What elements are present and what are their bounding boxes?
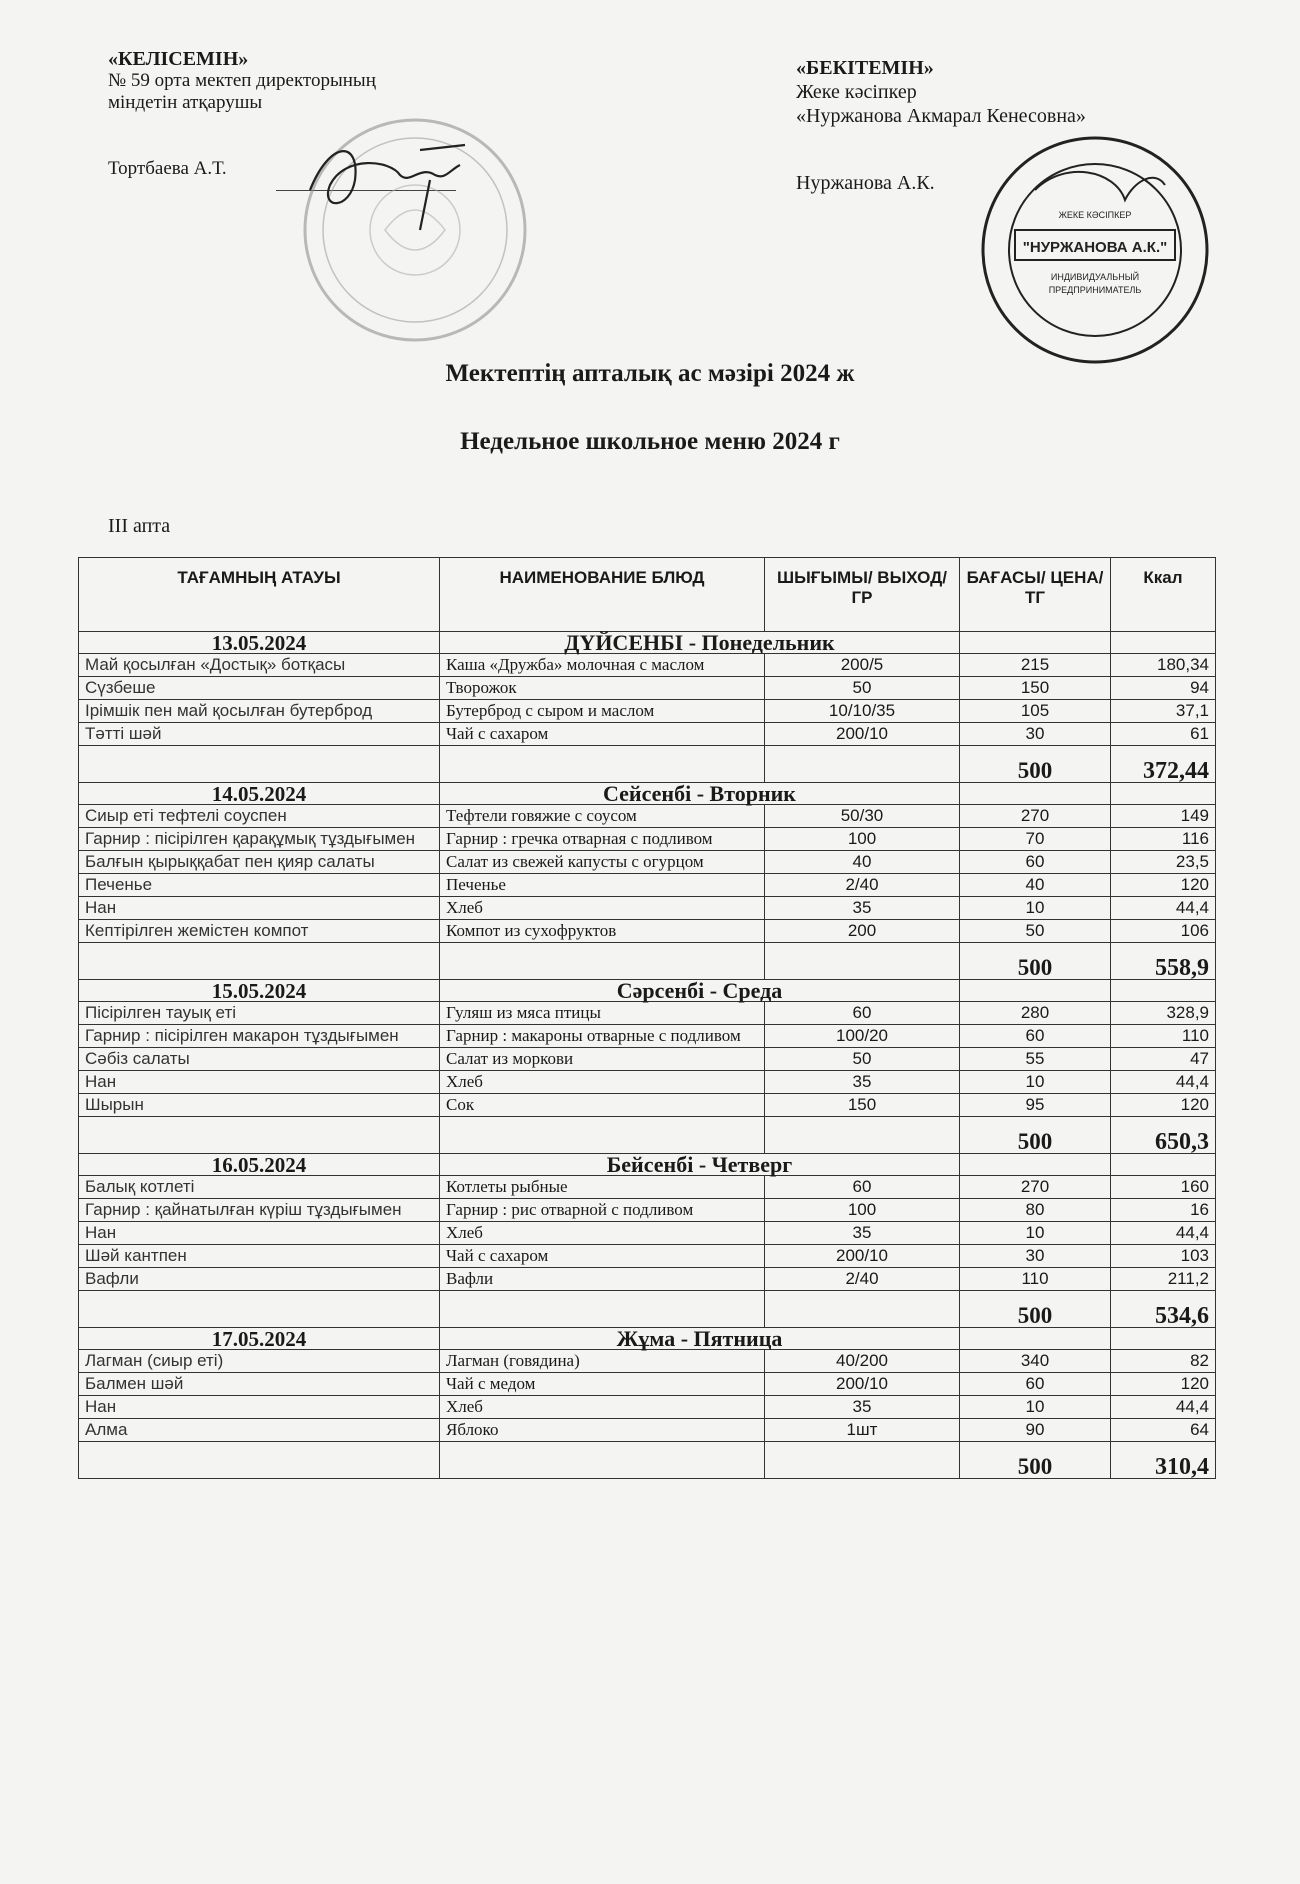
total-kcal: 310,4 xyxy=(1111,1442,1216,1479)
approval-line2-right: «Нуржанова Акмарал Кенесовна» xyxy=(796,105,1086,127)
dish-portion: 100/20 xyxy=(765,1025,960,1048)
dish-kcal: 110 xyxy=(1111,1025,1216,1048)
dish-kcal: 44,4 xyxy=(1111,1071,1216,1094)
total-empty-cell xyxy=(79,943,440,980)
dish-name-kz: Балғын қырыққабат пен қияр салаты xyxy=(79,851,440,874)
title-kazakh: Мектептің апталық ас мәзірі 2024 ж xyxy=(445,360,855,387)
day-empty-cell xyxy=(1111,783,1216,805)
dish-price: 280 xyxy=(960,1002,1111,1025)
entrepreneur-name: Нуржанова А.К. xyxy=(796,172,935,194)
table-row xyxy=(79,1222,1216,1245)
day-empty-cell xyxy=(960,1328,1111,1350)
stamp-center-text: "НУРЖАНОВА А.К." xyxy=(1022,239,1168,256)
dish-kcal: 120 xyxy=(1111,1373,1216,1396)
total-empty-cell xyxy=(440,1117,765,1154)
table-row xyxy=(79,874,1216,897)
stamp-sub2-text: ПРЕДПРИНИМАТЕЛЬ xyxy=(1048,285,1142,295)
total-price: 500 xyxy=(960,1291,1111,1328)
dish-price: 60 xyxy=(960,851,1111,874)
dish-name-kz: Печенье xyxy=(79,874,440,897)
dish-price: 215 xyxy=(960,654,1111,677)
dish-name-ru: Лагман (говядина) xyxy=(440,1350,765,1373)
dish-portion: 35 xyxy=(765,897,960,920)
dish-portion: 100 xyxy=(765,828,960,851)
day-name: ДҮЙСЕНБІ - Понедельник xyxy=(440,632,960,654)
dish-portion: 50 xyxy=(765,677,960,700)
dish-kcal: 23,5 xyxy=(1111,851,1216,874)
dish-name-kz: Балмен шәй xyxy=(79,1373,440,1396)
dish-name-kz: Пісірілген тауық еті xyxy=(79,1002,440,1025)
table-row xyxy=(79,1268,1216,1291)
dish-name-ru: Гарнир : макароны отварные с подливом xyxy=(440,1025,765,1048)
director-name: Тортбаева А.Т. xyxy=(108,158,227,179)
signature-left-icon xyxy=(300,130,480,240)
dish-kcal: 44,4 xyxy=(1111,1396,1216,1419)
dish-kcal: 106 xyxy=(1111,920,1216,943)
dish-portion: 35 xyxy=(765,1396,960,1419)
dish-price: 50 xyxy=(960,920,1111,943)
dish-kcal: 103 xyxy=(1111,1245,1216,1268)
day-date: 13.05.2024 xyxy=(79,632,440,654)
dish-name-kz: Кептірілген жемістен компот xyxy=(79,920,440,943)
dish-price: 340 xyxy=(960,1350,1111,1373)
approval-block-right xyxy=(796,56,1086,194)
dish-portion: 35 xyxy=(765,1222,960,1245)
dish-kcal: 16 xyxy=(1111,1199,1216,1222)
dish-kcal: 37,1 xyxy=(1111,700,1216,723)
day-date: 17.05.2024 xyxy=(79,1328,440,1350)
total-kcal: 558,9 xyxy=(1111,943,1216,980)
dish-kcal: 47 xyxy=(1111,1048,1216,1071)
dish-name-ru: Салат из свежей капусты с огурцом xyxy=(440,851,765,874)
approval-heading-left: «КЕЛІСЕМІН» xyxy=(108,48,249,70)
day-total-row xyxy=(79,1442,1216,1479)
approval-heading-right: «БЕКІТЕМІН» xyxy=(796,57,934,79)
dish-kcal: 44,4 xyxy=(1111,1222,1216,1245)
table-row xyxy=(79,1048,1216,1071)
dish-kcal: 328,9 xyxy=(1111,1002,1216,1025)
day-date: 16.05.2024 xyxy=(79,1154,440,1176)
table-row xyxy=(79,1350,1216,1373)
dish-name-kz: Лагман (сиыр еті) xyxy=(79,1350,440,1373)
day-header-row xyxy=(79,1154,1216,1176)
dish-name-ru: Хлеб xyxy=(440,1071,765,1094)
day-name: Сәрсенбі - Среда xyxy=(440,980,960,1002)
total-empty-cell xyxy=(79,746,440,783)
dish-name-kz: Ірімшік пен май қосылған бутерброд xyxy=(79,700,440,723)
table-row xyxy=(79,700,1216,723)
header-kz: ТАҒАМНЫҢ АТАУЫ xyxy=(79,558,440,632)
table-row xyxy=(79,1419,1216,1442)
table-row xyxy=(79,1176,1216,1199)
dish-price: 270 xyxy=(960,1176,1111,1199)
dish-portion: 60 xyxy=(765,1176,960,1199)
dish-kcal: 61 xyxy=(1111,723,1216,746)
dish-name-ru: Салат из моркови xyxy=(440,1048,765,1071)
dish-name-ru: Гарнир : гречка отварная с подливом xyxy=(440,828,765,851)
dish-name-ru: Яблоко xyxy=(440,1419,765,1442)
total-kcal: 534,6 xyxy=(1111,1291,1216,1328)
dish-name-kz: Сәбіз салаты xyxy=(79,1048,440,1071)
day-total-row xyxy=(79,1117,1216,1154)
dish-name-kz: Гарнир : пісірілген макарон тұздығымен xyxy=(79,1025,440,1048)
dish-name-kz: Шырын xyxy=(79,1094,440,1117)
dish-portion: 60 xyxy=(765,1002,960,1025)
dish-name-ru: Хлеб xyxy=(440,897,765,920)
dish-name-kz: Гарнир : пісірілген қарақұмық тұздығымен xyxy=(79,828,440,851)
dish-price: 80 xyxy=(960,1199,1111,1222)
dish-name-kz: Шәй кантпен xyxy=(79,1245,440,1268)
title-russian: Недельное школьное меню 2024 г xyxy=(460,428,840,455)
dish-portion: 50/30 xyxy=(765,805,960,828)
dish-kcal: 116 xyxy=(1111,828,1216,851)
day-header-row xyxy=(79,783,1216,805)
dish-portion: 200/10 xyxy=(765,1373,960,1396)
dish-portion: 2/40 xyxy=(765,874,960,897)
dish-price: 10 xyxy=(960,897,1111,920)
dish-price: 105 xyxy=(960,700,1111,723)
dish-price: 30 xyxy=(960,1245,1111,1268)
week-label: III апта xyxy=(108,515,171,537)
total-price: 500 xyxy=(960,1117,1111,1154)
table-row xyxy=(79,654,1216,677)
header-ru: НАИМЕНОВАНИЕ БЛЮД xyxy=(440,558,765,632)
dish-portion: 200/10 xyxy=(765,723,960,746)
dish-kcal: 160 xyxy=(1111,1176,1216,1199)
dish-price: 10 xyxy=(960,1071,1111,1094)
table-row xyxy=(79,1245,1216,1268)
total-empty-cell xyxy=(440,1442,765,1479)
dish-name-ru: Вафли xyxy=(440,1268,765,1291)
dish-price: 150 xyxy=(960,677,1111,700)
dish-name-ru: Каша «Дружба» молочная с маслом xyxy=(440,654,765,677)
day-empty-cell xyxy=(960,1154,1111,1176)
dish-name-ru: Чай с сахаром xyxy=(440,723,765,746)
dish-price: 40 xyxy=(960,874,1111,897)
total-empty-cell xyxy=(440,746,765,783)
day-date: 14.05.2024 xyxy=(79,783,440,805)
total-empty-cell xyxy=(440,1291,765,1328)
total-price: 500 xyxy=(960,1442,1111,1479)
total-empty-cell xyxy=(79,1442,440,1479)
dish-kcal: 44,4 xyxy=(1111,897,1216,920)
dish-portion: 150 xyxy=(765,1094,960,1117)
approval-line1-left: № 59 орта мектеп директорының xyxy=(108,70,376,91)
day-empty-cell xyxy=(960,783,1111,805)
dish-kcal: 94 xyxy=(1111,677,1216,700)
dish-name-ru: Чай с сахаром xyxy=(440,1245,765,1268)
entrepreneur-stamp-icon xyxy=(975,130,1215,370)
dish-price: 60 xyxy=(960,1025,1111,1048)
day-total-row xyxy=(79,1291,1216,1328)
table-row xyxy=(79,851,1216,874)
day-empty-cell xyxy=(1111,980,1216,1002)
total-empty-cell xyxy=(79,1291,440,1328)
header-kcal: Ккал xyxy=(1111,558,1216,632)
total-empty-cell xyxy=(79,1117,440,1154)
dish-price: 270 xyxy=(960,805,1111,828)
dish-name-kz: Нан xyxy=(79,1396,440,1419)
table-row xyxy=(79,1396,1216,1419)
table-row xyxy=(79,1094,1216,1117)
total-empty-cell xyxy=(765,746,960,783)
day-empty-cell xyxy=(1111,1328,1216,1350)
table-row xyxy=(79,1199,1216,1222)
dish-price: 60 xyxy=(960,1373,1111,1396)
day-total-row xyxy=(79,943,1216,980)
dish-name-ru: Котлеты рыбные xyxy=(440,1176,765,1199)
dish-portion: 35 xyxy=(765,1071,960,1094)
menu-body xyxy=(79,632,1216,1479)
table-row xyxy=(79,1025,1216,1048)
dish-name-ru: Тефтели говяжие с соусом xyxy=(440,805,765,828)
day-total-row xyxy=(79,746,1216,783)
dish-name-ru: Творожок xyxy=(440,677,765,700)
dish-name-ru: Бутерброд с сыром и маслом xyxy=(440,700,765,723)
dish-portion: 40 xyxy=(765,851,960,874)
header-portion: ШЫҒЫМЫ/ ВЫХОД/ГР xyxy=(765,558,960,632)
dish-name-kz: Сиыр еті тефтелі соуспен xyxy=(79,805,440,828)
dish-name-ru: Чай с медом xyxy=(440,1373,765,1396)
dish-kcal: 211,2 xyxy=(1111,1268,1216,1291)
dish-name-ru: Компот из сухофруктов xyxy=(440,920,765,943)
approval-line2-left: міндетін атқарушы xyxy=(108,92,263,113)
day-header-row xyxy=(79,1328,1216,1350)
table-row xyxy=(79,1373,1216,1396)
dish-kcal: 149 xyxy=(1111,805,1216,828)
dish-name-kz: Нан xyxy=(79,1071,440,1094)
dish-portion: 200 xyxy=(765,920,960,943)
day-empty-cell xyxy=(960,980,1111,1002)
day-empty-cell xyxy=(1111,632,1216,654)
dish-price: 70 xyxy=(960,828,1111,851)
day-empty-cell xyxy=(960,632,1111,654)
day-name: Бейсенбі - Четверг xyxy=(440,1154,960,1176)
total-empty-cell xyxy=(440,943,765,980)
dish-portion: 200/5 xyxy=(765,654,960,677)
dish-kcal: 120 xyxy=(1111,874,1216,897)
total-empty-cell xyxy=(765,1117,960,1154)
total-price: 500 xyxy=(960,746,1111,783)
day-header-row xyxy=(79,980,1216,1002)
dish-name-kz: Нан xyxy=(79,897,440,920)
dish-price: 10 xyxy=(960,1222,1111,1245)
dish-kcal: 120 xyxy=(1111,1094,1216,1117)
table-row xyxy=(79,805,1216,828)
dish-portion: 1шт xyxy=(765,1419,960,1442)
table-row xyxy=(79,677,1216,700)
dish-kcal: 64 xyxy=(1111,1419,1216,1442)
dish-price: 95 xyxy=(960,1094,1111,1117)
dish-portion: 10/10/35 xyxy=(765,700,960,723)
table-row xyxy=(79,897,1216,920)
total-price: 500 xyxy=(960,943,1111,980)
dish-portion: 200/10 xyxy=(765,1245,960,1268)
approval-line1-right: Жеке кәсіпкер xyxy=(796,81,917,103)
dish-name-kz: Сүзбеше xyxy=(79,677,440,700)
table-header-row xyxy=(79,558,1216,632)
dish-portion: 100 xyxy=(765,1199,960,1222)
dish-name-ru: Хлеб xyxy=(440,1222,765,1245)
day-header-row xyxy=(79,632,1216,654)
total-kcal: 650,3 xyxy=(1111,1117,1216,1154)
stamp-top-text: ЖЕКЕ КӘСІПКЕР xyxy=(1058,210,1132,220)
day-empty-cell xyxy=(1111,1154,1216,1176)
dish-portion: 40/200 xyxy=(765,1350,960,1373)
day-date: 15.05.2024 xyxy=(79,980,440,1002)
dish-price: 110 xyxy=(960,1268,1111,1291)
dish-portion: 2/40 xyxy=(765,1268,960,1291)
dish-portion: 50 xyxy=(765,1048,960,1071)
dish-name-kz: Тәтті шәй xyxy=(79,723,440,746)
dish-name-ru: Хлеб xyxy=(440,1396,765,1419)
dish-price: 10 xyxy=(960,1396,1111,1419)
dish-kcal: 180,34 xyxy=(1111,654,1216,677)
total-kcal: 372,44 xyxy=(1111,746,1216,783)
dish-name-kz: Балық котлеті xyxy=(79,1176,440,1199)
header-price: БАҒАСЫ/ ЦЕНА/ТГ xyxy=(960,558,1111,632)
dish-name-ru: Сок xyxy=(440,1094,765,1117)
dish-name-kz: Май қосылған «Достық» ботқасы xyxy=(79,654,440,677)
total-empty-cell xyxy=(765,1442,960,1479)
total-empty-cell xyxy=(765,943,960,980)
dish-name-ru: Гарнир : рис отварной с подливом xyxy=(440,1199,765,1222)
dish-kcal: 82 xyxy=(1111,1350,1216,1373)
table-row xyxy=(79,1071,1216,1094)
dish-price: 90 xyxy=(960,1419,1111,1442)
dish-name-kz: Вафли xyxy=(79,1268,440,1291)
dish-price: 30 xyxy=(960,723,1111,746)
stamp-sub1-text: ИНДИВИДУАЛЬНЫЙ xyxy=(1050,272,1140,282)
total-empty-cell xyxy=(765,1291,960,1328)
table-row xyxy=(79,723,1216,746)
day-name: Жұма - Пятница xyxy=(440,1328,960,1350)
menu-table xyxy=(78,557,1216,1479)
day-name: Сейсенбі - Вторник xyxy=(440,783,960,805)
dish-name-kz: Алма xyxy=(79,1419,440,1442)
dish-name-kz: Гарнир : қайнатылған күріш тұздығымен xyxy=(79,1199,440,1222)
table-row xyxy=(79,1002,1216,1025)
table-row xyxy=(79,828,1216,851)
dish-name-ru: Печенье xyxy=(440,874,765,897)
dish-name-kz: Нан xyxy=(79,1222,440,1245)
dish-price: 55 xyxy=(960,1048,1111,1071)
dish-name-ru: Гуляш из мяса птицы xyxy=(440,1002,765,1025)
table-row xyxy=(79,920,1216,943)
